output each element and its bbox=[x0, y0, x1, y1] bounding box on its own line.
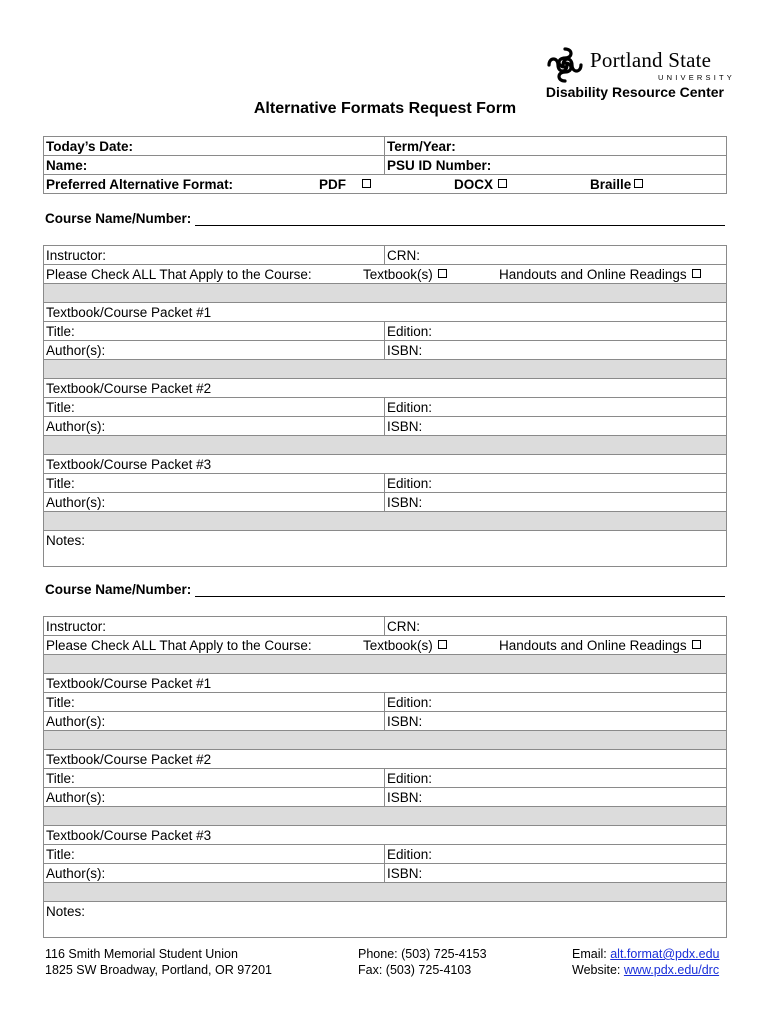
textbooks-option[interactable] bbox=[363, 637, 447, 654]
packet-isbn-field[interactable] bbox=[385, 788, 727, 807]
packet-heading: Textbook/Course Packet #2 bbox=[44, 750, 727, 769]
course-name-underline bbox=[195, 213, 725, 226]
handouts-option[interactable] bbox=[499, 637, 701, 654]
check-all-label: Please Check ALL That Apply to the Course: bbox=[46, 637, 312, 653]
term-year-label: Term/Year: bbox=[387, 138, 456, 154]
textbooks-option[interactable] bbox=[363, 266, 447, 283]
crn-label: CRN: bbox=[387, 618, 420, 634]
notes-label: Notes: bbox=[46, 533, 86, 548]
packet-title-field[interactable] bbox=[44, 693, 385, 712]
materials-check-row bbox=[44, 265, 727, 284]
title-label: Title: bbox=[46, 694, 75, 710]
packet-title-field[interactable] bbox=[44, 398, 385, 417]
department-name: Disability Resource Center bbox=[545, 84, 724, 100]
packet-authors-field[interactable] bbox=[44, 788, 385, 807]
textbooks-label: Textbook(s) bbox=[363, 266, 433, 282]
packet-title-field[interactable] bbox=[44, 474, 385, 493]
course-table-2 bbox=[43, 616, 727, 938]
course-table-1 bbox=[43, 245, 727, 567]
psu-id-field[interactable] bbox=[385, 156, 727, 175]
isbn-label: ISBN: bbox=[387, 789, 423, 805]
preferred-format-row bbox=[44, 175, 727, 194]
format-docx-label: DOCX bbox=[454, 176, 494, 192]
name-label: Name: bbox=[46, 157, 88, 173]
packet-title-field[interactable] bbox=[44, 322, 385, 341]
isbn-label: ISBN: bbox=[387, 713, 423, 729]
fax-number: Fax: (503) 725-4103 bbox=[358, 963, 472, 977]
todays-date-label: Today’s Date: bbox=[46, 138, 134, 154]
packet-heading: Textbook/Course Packet #1 bbox=[44, 674, 727, 693]
format-braille-label: Braille bbox=[590, 176, 632, 192]
packet-authors-field[interactable] bbox=[44, 712, 385, 731]
todays-date-field[interactable] bbox=[44, 137, 385, 156]
packet-edition-field[interactable] bbox=[385, 769, 727, 788]
section-divider bbox=[44, 807, 727, 826]
crn-field[interactable] bbox=[385, 617, 727, 636]
term-year-field[interactable] bbox=[385, 137, 727, 156]
packet-isbn-field[interactable] bbox=[385, 417, 727, 436]
title-label: Title: bbox=[46, 475, 75, 491]
isbn-label: ISBN: bbox=[387, 418, 423, 434]
packet-heading: Textbook/Course Packet #2 bbox=[44, 379, 727, 398]
packet-title-field[interactable] bbox=[44, 845, 385, 864]
packet-edition-field[interactable] bbox=[385, 398, 727, 417]
authors-label: Author(s): bbox=[46, 342, 106, 358]
crn-label: CRN: bbox=[387, 247, 420, 263]
footer-phone bbox=[358, 946, 487, 978]
authors-label: Author(s): bbox=[46, 713, 106, 729]
packet-authors-field[interactable] bbox=[44, 341, 385, 360]
psu-id-label: PSU ID Number: bbox=[387, 157, 492, 173]
handouts-checkbox-icon[interactable] bbox=[692, 640, 701, 649]
course-name-label: Course Name/Number: bbox=[45, 211, 192, 226]
handouts-label: Handouts and Online Readings bbox=[499, 266, 687, 282]
format-option-braille[interactable] bbox=[590, 176, 643, 193]
packet-authors-field[interactable] bbox=[44, 493, 385, 512]
packet-title-field[interactable] bbox=[44, 769, 385, 788]
textbooks-label: Textbook(s) bbox=[363, 637, 433, 653]
authors-label: Author(s): bbox=[46, 789, 106, 805]
format-pdf-label: PDF bbox=[319, 176, 346, 192]
section-divider bbox=[44, 655, 727, 674]
packet-heading: Textbook/Course Packet #3 bbox=[44, 826, 727, 845]
section-divider bbox=[44, 360, 727, 379]
authors-label: Author(s): bbox=[46, 494, 106, 510]
packet-heading: Textbook/Course Packet #1 bbox=[44, 303, 727, 322]
address-line-1: 116 Smith Memorial Student Union bbox=[45, 947, 238, 961]
website-link[interactable]: www.pdx.edu/drc bbox=[623, 963, 720, 977]
email-link[interactable]: alt.format@pdx.edu bbox=[610, 947, 720, 961]
braille-checkbox-icon[interactable] bbox=[634, 179, 643, 188]
name-field[interactable] bbox=[44, 156, 385, 175]
docx-checkbox-icon[interactable] bbox=[498, 179, 507, 188]
form-title: Alternative Formats Request Form bbox=[253, 100, 517, 117]
materials-check-row bbox=[44, 636, 727, 655]
edition-label: Edition: bbox=[387, 475, 433, 491]
section-divider bbox=[44, 284, 727, 303]
notes-field[interactable] bbox=[44, 531, 727, 567]
phone-number: Phone: (503) 725-4153 bbox=[358, 947, 487, 961]
course-name-underline bbox=[195, 584, 725, 597]
preferred-format-label: Preferred Alternative Format: bbox=[46, 176, 234, 192]
title-label: Title: bbox=[46, 399, 75, 415]
course-name-line-1[interactable] bbox=[45, 211, 725, 226]
edition-label: Edition: bbox=[387, 399, 433, 415]
packet-authors-field[interactable] bbox=[44, 417, 385, 436]
notes-label: Notes: bbox=[46, 904, 86, 919]
footer-contact bbox=[572, 946, 720, 978]
packet-isbn-field[interactable] bbox=[385, 341, 727, 360]
textbooks-checkbox-icon[interactable] bbox=[438, 269, 447, 278]
packet-edition-field[interactable] bbox=[385, 845, 727, 864]
handouts-option[interactable] bbox=[499, 266, 701, 283]
website-label: Website: bbox=[572, 963, 621, 977]
section-divider bbox=[44, 512, 727, 531]
course-name-line-2[interactable] bbox=[45, 582, 725, 597]
student-info-table bbox=[43, 136, 727, 194]
university-subtitle: UNIVERSITY bbox=[658, 73, 736, 82]
course-name-label: Course Name/Number: bbox=[45, 582, 192, 597]
packet-edition-field[interactable] bbox=[385, 693, 727, 712]
packet-authors-field[interactable] bbox=[44, 864, 385, 883]
pdf-checkbox-icon[interactable] bbox=[362, 179, 371, 188]
textbooks-checkbox-icon[interactable] bbox=[438, 640, 447, 649]
edition-label: Edition: bbox=[387, 846, 433, 862]
email-label: Email: bbox=[572, 947, 607, 961]
isbn-label: ISBN: bbox=[387, 865, 423, 881]
edition-label: Edition: bbox=[387, 694, 433, 710]
title-label: Title: bbox=[46, 846, 75, 862]
section-divider bbox=[44, 883, 727, 902]
packet-isbn-field[interactable] bbox=[385, 864, 727, 883]
address-line-2: 1825 SW Broadway, Portland, OR 97201 bbox=[45, 963, 272, 977]
instructor-field[interactable] bbox=[44, 617, 385, 636]
instructor-label: Instructor: bbox=[46, 618, 107, 634]
instructor-label: Instructor: bbox=[46, 247, 107, 263]
packet-heading: Textbook/Course Packet #3 bbox=[44, 455, 727, 474]
isbn-label: ISBN: bbox=[387, 494, 423, 510]
handouts-label: Handouts and Online Readings bbox=[499, 637, 687, 653]
packet-isbn-field[interactable] bbox=[385, 712, 727, 731]
notes-field[interactable] bbox=[44, 902, 727, 938]
title-label: Title: bbox=[46, 323, 75, 339]
packet-edition-field[interactable] bbox=[385, 474, 727, 493]
authors-label: Author(s): bbox=[46, 418, 106, 434]
format-option-pdf[interactable] bbox=[319, 176, 371, 193]
section-divider bbox=[44, 436, 727, 455]
psu-logo bbox=[546, 46, 736, 86]
packet-edition-field[interactable] bbox=[385, 322, 727, 341]
handouts-checkbox-icon[interactable] bbox=[692, 269, 701, 278]
packet-isbn-field[interactable] bbox=[385, 493, 727, 512]
psu-logo-icon bbox=[546, 46, 584, 84]
isbn-label: ISBN: bbox=[387, 342, 423, 358]
format-option-docx[interactable] bbox=[454, 176, 507, 193]
footer-address bbox=[45, 946, 272, 978]
edition-label: Edition: bbox=[387, 770, 433, 786]
check-all-label: Please Check ALL That Apply to the Course: bbox=[46, 266, 312, 282]
edition-label: Edition: bbox=[387, 323, 433, 339]
section-divider bbox=[44, 731, 727, 750]
title-label: Title: bbox=[46, 770, 75, 786]
authors-label: Author(s): bbox=[46, 865, 106, 881]
crn-field[interactable] bbox=[385, 246, 727, 265]
instructor-field[interactable] bbox=[44, 246, 385, 265]
university-name: Portland State bbox=[590, 48, 712, 72]
